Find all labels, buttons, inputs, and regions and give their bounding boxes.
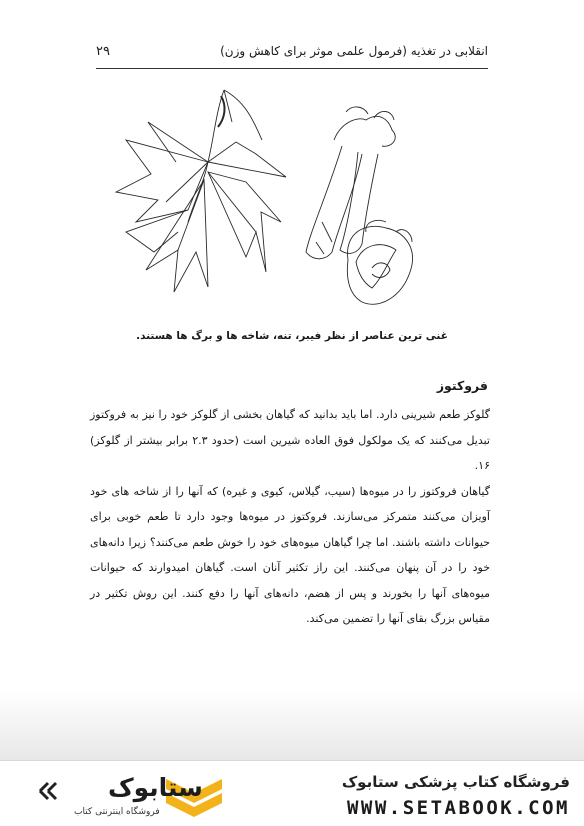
header-rule xyxy=(96,68,488,69)
celery-drawing xyxy=(306,107,395,259)
store-name: فروشگاه کتاب پزشکی ستابوک xyxy=(341,773,570,791)
paragraph: گیاهان فروکتوز را در میوه‌ها (سیب، گیلاس، کیوی و غیره) که آنها را از شاخه های خود آویزان می‌کنند متمرکز می‌سازند. فروکتوز در میوه‌ها وجود دارد تا طعم خوبی برای حیوانات داشته باشند. اما چرا گیاهان میوه‌های خود را خوش طعم می‌کنند؟ زیرا دانه‌های خود را در آن پنهان می‌کنند. این راز تکثیر آنان است. گیاهان امیدوارند که حیوانات میوه‌های آنها را بخورند و پس از هضم، دانه‌های آنها را دفع کنند. این روش تکثیر در مقیاس بزرگ بقای آنها را تضمین می‌کند. xyxy=(90,484,490,625)
running-title: انقلابی در تغذیه (فرمول علمی موثر برای کاهش وزن) xyxy=(220,44,488,58)
logo-brand-text: ستابوک xyxy=(108,773,203,802)
page-bottom-fade xyxy=(0,690,584,765)
plant-illustration xyxy=(96,82,488,322)
cabbage-drawing xyxy=(347,220,412,304)
running-header xyxy=(96,44,488,68)
store-url-link[interactable]: WWW.SETABOOK.COM xyxy=(346,797,570,819)
paragraph: گلوکز طعم شیرینی دارد. اما باید بدانید که گیاهان بخشی از گلوکز خود را نیز به فروکتوز تبدیل می‌کنند که یک مولکول فوق العاده شیرین است (حدود ۲.۳ برابر بیشتر از گلوکز) ۱۶. xyxy=(90,408,490,472)
body-text xyxy=(90,402,490,632)
leaves-drawing xyxy=(116,122,286,292)
logo-subtitle: فروشگاه اینترنتی کتاب xyxy=(74,807,160,817)
page-number: ۲۹ xyxy=(96,44,110,59)
section-heading: فروکتوز xyxy=(436,378,488,393)
store-logo[interactable] xyxy=(34,769,259,821)
figure-caption: غنی ترین عناصر از نظر فیبر، تنه، شاخه ها و برگ ها هستند. xyxy=(136,330,448,342)
store-footer xyxy=(0,760,584,826)
